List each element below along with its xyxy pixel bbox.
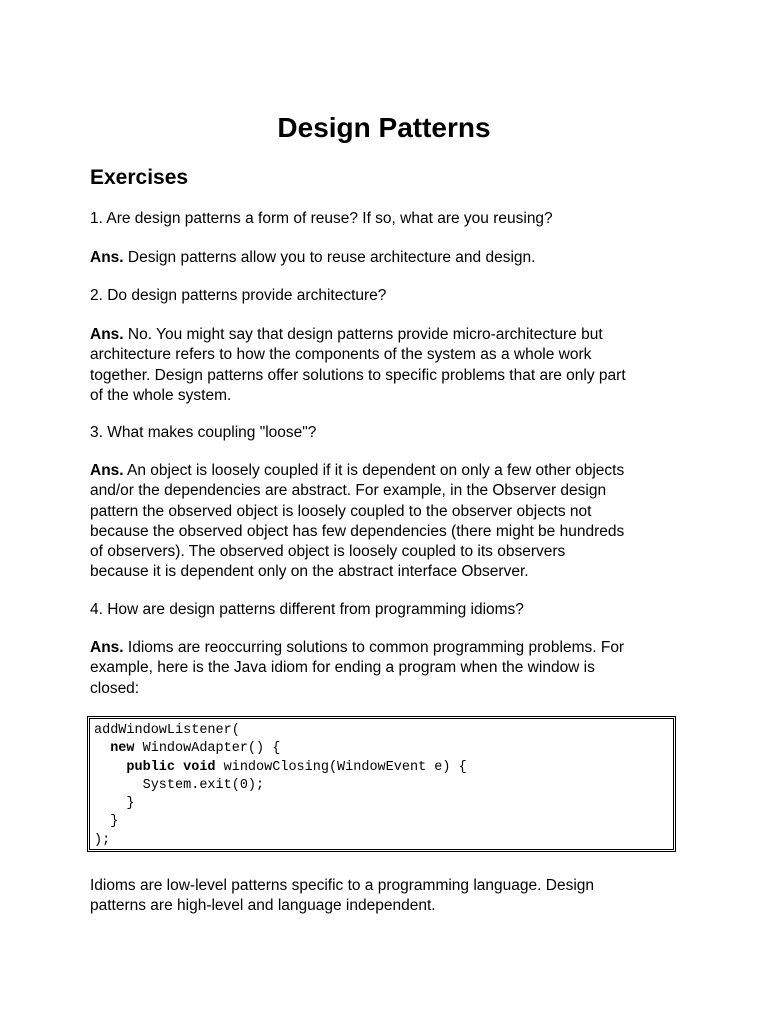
answer-3-line: An object is loosely coupled if it is dependent on only a few other objects <box>127 462 625 479</box>
answer-label: Ans. <box>90 639 124 656</box>
answer-3-line: of observers). The observed object is loosely coupled to its observers <box>90 543 566 561</box>
code-line: } <box>94 814 119 830</box>
question-4: 4. How are design patterns different from programming idioms? <box>90 601 524 618</box>
code-line: addWindowListener( <box>94 723 240 738</box>
section-heading: Exercises <box>90 166 189 189</box>
answer-3-line: because the observed object has few dependencies (there might be hundreds <box>90 522 625 540</box>
answer-label: Ans. <box>90 326 124 343</box>
answer-3 <box>90 461 690 583</box>
code-block <box>87 716 676 852</box>
answer-2 <box>90 325 690 406</box>
page-title: Design Patterns <box>277 112 491 143</box>
closing-line: patterns are high-level and language independent. <box>90 897 436 915</box>
answer-2-line: together. Design patterns offer solutions to specific problems that are only part <box>90 366 626 384</box>
closing-paragraph <box>90 876 690 917</box>
answer-1-text: Design patterns allow you to reuse architecture and design. <box>127 249 536 266</box>
question-2: 2. Do design patterns provide architecture? <box>90 287 387 304</box>
answer-label: Ans. <box>90 462 124 479</box>
answer-1 <box>90 248 690 268</box>
answer-3-line: because it is dependent only on the abstract interface Observer. <box>90 563 529 581</box>
answer-2-line: architecture refers to how the components of the system as a whole work <box>90 346 592 364</box>
closing-line: Idioms are low-level patterns specific to a programming language. Design <box>90 877 594 894</box>
answer-4-line: closed: <box>90 679 140 697</box>
code-line: public void windowClosing(WindowEvent e) { <box>126 759 467 775</box>
code-keyword: new <box>110 741 135 757</box>
code-keyword: public void <box>126 759 216 775</box>
answer-3-line: pattern the observed object is loosely coupled to the observer objects not <box>90 502 592 520</box>
answer-2-line: of the whole system. <box>90 386 232 404</box>
code-line: new WindowAdapter() { <box>110 741 281 757</box>
answer-4 <box>90 638 690 699</box>
answer-4-line: Idioms are reoccurring solutions to common programming problems. For <box>127 639 625 656</box>
answer-2-line: No. You might say that design patterns provide micro-architecture but <box>127 326 603 343</box>
code-line: } <box>94 796 135 812</box>
answer-label: Ans. <box>90 249 124 266</box>
question-1: 1. Are design patterns a form of reuse? If so, what are you reusing? <box>90 210 553 227</box>
answer-3-line: and/or the dependencies are abstract. For example, in the Observer design <box>90 482 607 500</box>
code-line: System.exit(0); <box>94 777 265 793</box>
question-3: 3. What makes coupling "loose"? <box>90 424 317 441</box>
code-line: ); <box>94 832 111 848</box>
code-listing <box>90 719 673 850</box>
answer-4-line: example, here is the Java idiom for ending a program when the window is <box>90 659 595 677</box>
